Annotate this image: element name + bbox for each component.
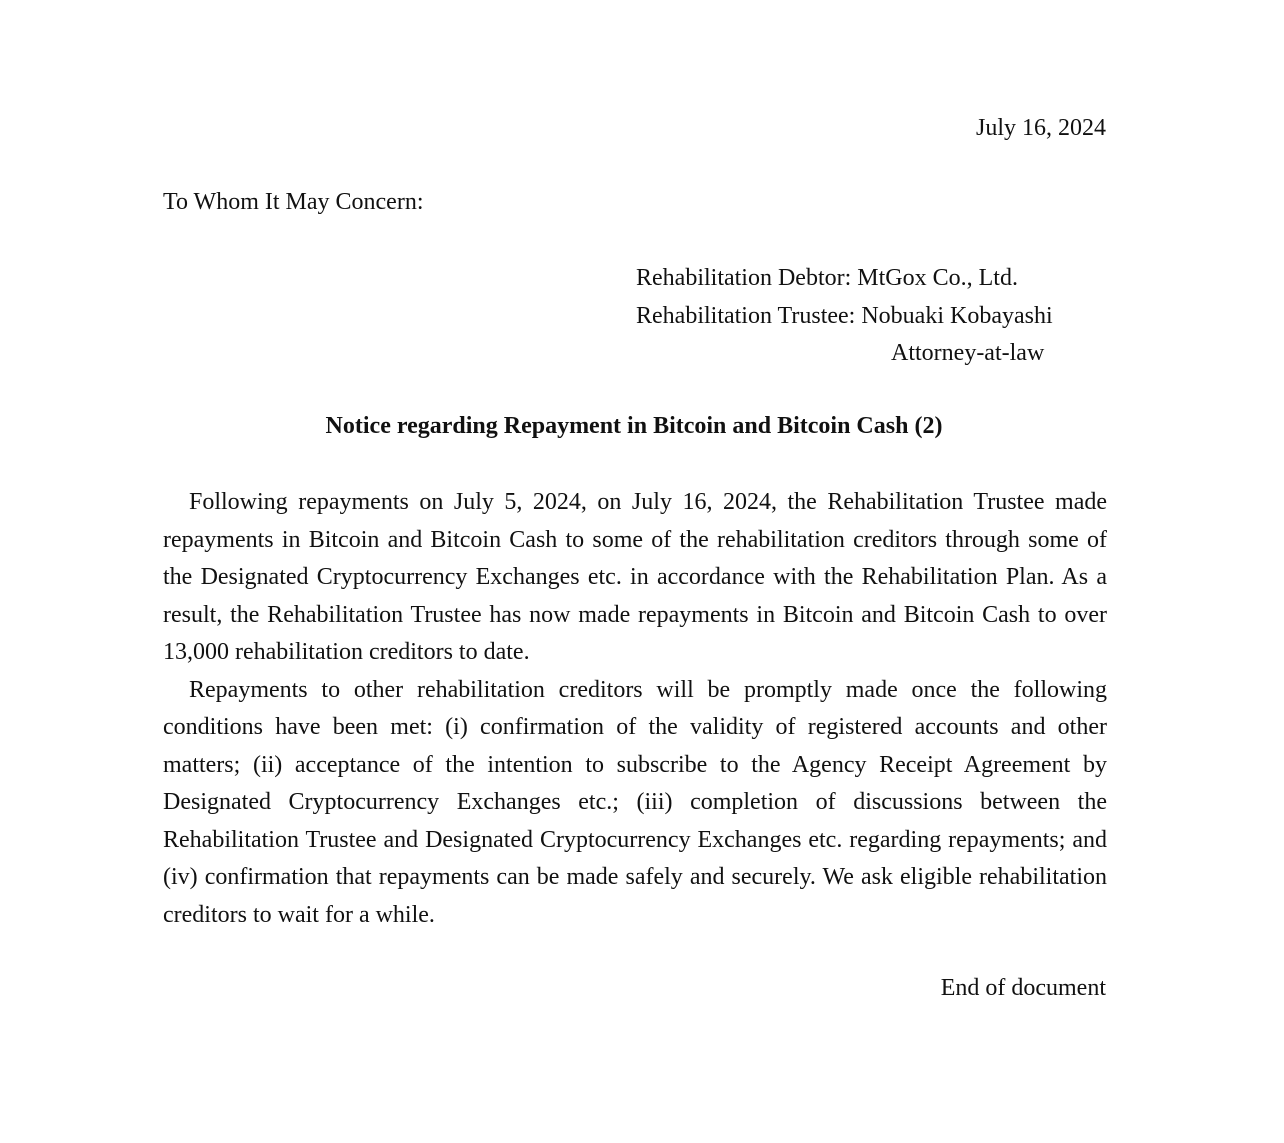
salutation: To Whom It May Concern:: [163, 189, 424, 215]
trustee-line: Rehabilitation Trustee: Nobuaki Kobayashi: [636, 302, 1053, 329]
notice-body: [163, 484, 1107, 934]
document-date: July 16, 2024: [975, 115, 1106, 141]
notice-title: Notice regarding Repayment in Bitcoin and Bitcoin Cash (2): [325, 413, 943, 439]
trustee-title: Attorney-at-law: [891, 340, 1045, 366]
debtor-line: Rehabilitation Debtor: MtGox Co., Ltd.: [636, 265, 1018, 291]
body-paragraph-1: Following repayments on July 5, 2024, on July 16, 2024, the Rehabilitation Trustee made repayments in Bitcoin and Bitcoin Cash to some of the rehabilitation creditors through some of the Designated Cryptocurrency Exchanges etc. in accordance with the Rehabilitation Plan. As a result, the Rehabilitation Trustee has now made repayments in Bitcoin and Bitcoin Cash to over 13,000 rehabilitation creditors to date.: [163, 489, 1107, 665]
end-of-document: End of document: [940, 975, 1106, 1001]
parties-block: [636, 260, 1053, 373]
body-paragraph-2: Repayments to other rehabilitation creditors will be promptly made once the following conditions have been met: (i) confirmation of the validity of registered accounts and other matters; (ii) acceptance of the intention to subscribe to the Agency Receipt Agreement by Designated Cryptocurrency Exchanges etc.; (iii) completion of discussions between the Rehabilitation Trustee and Designated Cryptocurrency Exchanges etc. regarding repayments; and (iv) confirmation that repayments can be made safely and securely. We ask eligible rehabilitation creditors to wait for a while.: [163, 676, 1107, 928]
